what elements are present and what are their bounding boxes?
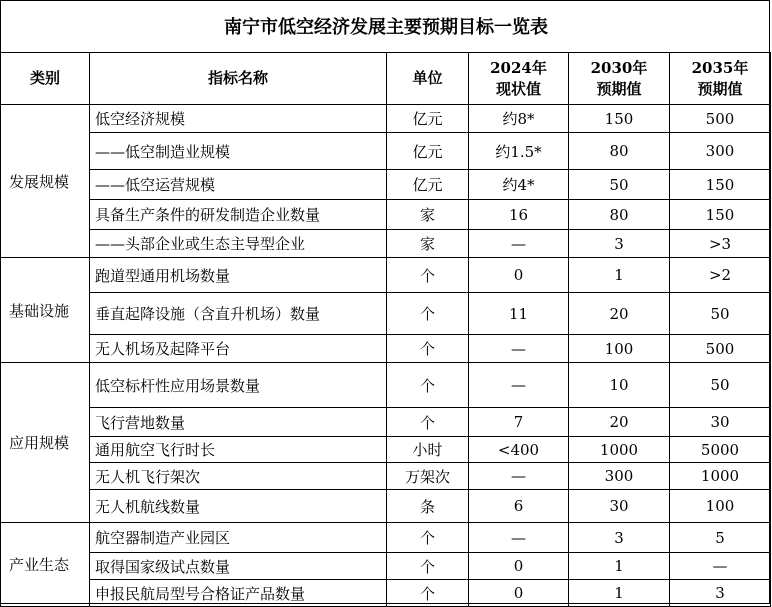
unit-cell: 个 (387, 408, 469, 437)
value-2035: 50 (670, 293, 771, 335)
value-2035: 3 (670, 580, 771, 607)
value-2035: 500 (670, 105, 771, 133)
value-2024: 0 (469, 580, 569, 607)
value-2030: 10 (569, 363, 670, 408)
header-unit: 单位 (387, 53, 469, 105)
value-2035: 300 (670, 133, 771, 170)
value-2024: — (469, 335, 569, 363)
table-row (1, 363, 771, 408)
category-cell: 应用规模 (1, 363, 90, 523)
value-2024: 16 (469, 200, 569, 230)
category-cell: 产业生态 (1, 523, 90, 607)
header-name: 指标名称 (90, 53, 387, 105)
unit-cell: 个 (387, 293, 469, 335)
header-2030 (569, 53, 670, 105)
header-category: 类别 (1, 53, 90, 105)
header-2030-year: 2030年 (590, 58, 648, 77)
value-2024: 0 (469, 553, 569, 580)
value-2030: 50 (569, 170, 670, 200)
value-2035: 1000 (670, 463, 771, 490)
value-2024: 约8* (469, 105, 569, 133)
value-2035: >3 (670, 230, 771, 258)
unit-cell: 条 (387, 490, 469, 523)
category-cell: 基础设施 (1, 258, 90, 363)
value-2030: 1000 (569, 437, 670, 463)
header-2030-label: 预期值 (596, 79, 642, 98)
header-2035-label: 预期值 (697, 79, 743, 98)
value-2030: 1 (569, 553, 670, 580)
table-row (1, 580, 771, 607)
indicator-name: 无人机航线数量 (90, 490, 387, 523)
value-2030: 20 (569, 293, 670, 335)
table-row (1, 463, 771, 490)
header-2024-year: 2024年 (490, 58, 547, 77)
indicator-name: 通用航空飞行时长 (90, 437, 387, 463)
table-row (1, 200, 771, 230)
indicator-name: ——头部企业或生态主导型企业 (90, 230, 387, 258)
unit-cell: 万架次 (387, 463, 469, 490)
value-2024: 0 (469, 258, 569, 293)
value-2035: 5 (670, 523, 771, 553)
category-cell: 发展规模 (1, 105, 90, 258)
table-row (1, 553, 771, 580)
table-row (1, 170, 771, 200)
table-row (1, 408, 771, 437)
indicator-name: 低空经济规模 (90, 105, 387, 133)
unit-cell: 个 (387, 580, 469, 607)
value-2024: — (469, 230, 569, 258)
value-2030: 1 (569, 258, 670, 293)
value-2035: 150 (670, 200, 771, 230)
header-2035-year: 2035年 (691, 58, 749, 77)
header-2024-label: 现状值 (495, 79, 541, 98)
table-row (1, 230, 771, 258)
value-2024: <400 (469, 437, 569, 463)
unit-cell: 亿元 (387, 105, 469, 133)
unit-cell: 个 (387, 553, 469, 580)
unit-cell: 个 (387, 258, 469, 293)
indicator-name: 航空器制造产业园区 (90, 523, 387, 553)
indicator-name: 取得国家级试点数量 (90, 553, 387, 580)
indicator-name: ——低空运营规模 (90, 170, 387, 200)
value-2035: >2 (670, 258, 771, 293)
table-row (1, 523, 771, 553)
value-2024: 6 (469, 490, 569, 523)
unit-cell: 个 (387, 523, 469, 553)
value-2030: 3 (569, 523, 670, 553)
unit-cell: 家 (387, 230, 469, 258)
table-row (1, 490, 771, 523)
value-2024: 约1.5* (469, 133, 569, 170)
table-row (1, 293, 771, 335)
value-2035: 100 (670, 490, 771, 523)
indicator-name: 无人机场及起降平台 (90, 335, 387, 363)
value-2030: 20 (569, 408, 670, 437)
table-row (1, 335, 771, 363)
unit-cell: 亿元 (387, 170, 469, 200)
value-2035: 50 (670, 363, 771, 408)
value-2035: 500 (670, 335, 771, 363)
table-row (1, 133, 771, 170)
header-2024 (469, 53, 569, 105)
value-2030: 30 (569, 490, 670, 523)
unit-cell: 个 (387, 363, 469, 408)
value-2035: 30 (670, 408, 771, 437)
unit-cell: 家 (387, 200, 469, 230)
unit-cell: 个 (387, 335, 469, 363)
table-row (1, 105, 771, 133)
indicator-name: ——低空制造业规模 (90, 133, 387, 170)
unit-cell: 小时 (387, 437, 469, 463)
value-2030: 80 (569, 200, 670, 230)
unit-cell: 亿元 (387, 133, 469, 170)
value-2035: 5000 (670, 437, 771, 463)
value-2024: 约4* (469, 170, 569, 200)
value-2030: 300 (569, 463, 670, 490)
value-2024: — (469, 523, 569, 553)
value-2030: 3 (569, 230, 670, 258)
header-row (1, 53, 771, 105)
value-2024: 7 (469, 408, 569, 437)
indicator-name: 低空标杆性应用场景数量 (90, 363, 387, 408)
table-row (1, 258, 771, 293)
value-2030: 150 (569, 105, 670, 133)
value-2030: 80 (569, 133, 670, 170)
value-2024: — (469, 463, 569, 490)
value-2035: 150 (670, 170, 771, 200)
indicator-name: 无人机飞行架次 (90, 463, 387, 490)
indicator-name: 跑道型通用机场数量 (90, 258, 387, 293)
indicator-name: 申报民航局型号合格证产品数量 (90, 580, 387, 607)
indicator-name: 飞行营地数量 (90, 408, 387, 437)
value-2035: — (670, 553, 771, 580)
indicator-name: 具备生产条件的研发制造企业数量 (90, 200, 387, 230)
header-2035 (670, 53, 771, 105)
table-title: 南宁市低空经济发展主要预期目标一览表 (224, 17, 548, 38)
value-2024: 11 (469, 293, 569, 335)
value-2030: 1 (569, 580, 670, 607)
table-row (1, 437, 771, 463)
indicator-name: 垂直起降设施（含直升机场）数量 (90, 293, 387, 335)
targets-table (0, 52, 771, 607)
value-2030: 100 (569, 335, 670, 363)
value-2024: — (469, 363, 569, 408)
